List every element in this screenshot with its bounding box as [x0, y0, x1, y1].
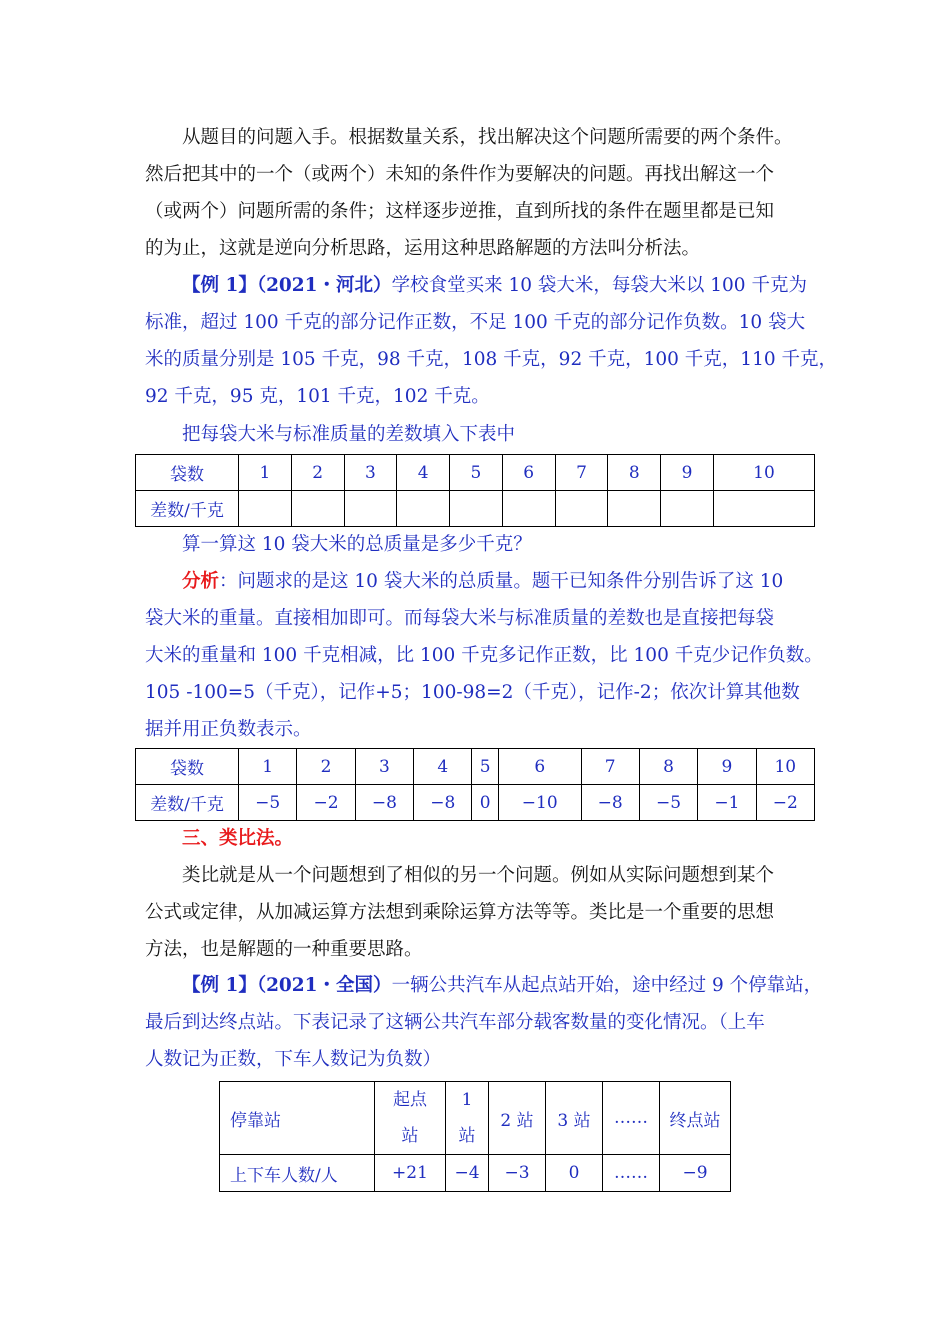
example2-line: 【例 1】（2021・全国）一辆公共汽车从起点站开始，途中经过 9 个停靠站， — [182, 975, 823, 996]
table-cell: −8 — [581, 785, 639, 821]
table-cell: 6 — [498, 749, 581, 785]
table-cell: 1 — [239, 455, 292, 491]
table-cell: −2 — [297, 785, 355, 821]
table-cell: 4 — [414, 749, 472, 785]
analysis-line: 袋大米的重量。直接相加即可。而每袋大米与标准质量的差数也是直接把每袋 — [145, 608, 775, 629]
table-cell: 1 — [239, 749, 297, 785]
table-cell: 1 站 — [446, 1082, 489, 1155]
table-header-cell: 停靠站 — [220, 1082, 375, 1155]
example2-tag: 【例 1】（2021・全国） — [182, 975, 392, 996]
intro-line: （或两个）问题所需的条件；这样逐步逆推，直到所找的条件在题里都是已知 — [145, 201, 775, 222]
table-cell: 2 站 — [489, 1082, 546, 1155]
table-cell: 0 — [546, 1155, 603, 1192]
example1-line: 【例 1】（2021・河北）学校食堂买来 10 袋大米，每袋大米以 100 千克为 — [182, 275, 807, 296]
blank-cell — [713, 491, 814, 527]
table-header-cell: 袋数 — [136, 749, 239, 785]
table-cell: 7 — [555, 455, 608, 491]
blank-cell — [291, 491, 344, 527]
table-cell: 起点 站 — [375, 1082, 446, 1155]
analysis-line: 分析：问题求的是这 10 袋大米的总质量。题干已知条件分别告诉了这 10 — [182, 571, 784, 592]
intro-line: 从题目的问题入手。根据数量关系，找出解决这个问题所需要的两个条件。 — [182, 127, 793, 148]
section3-paragraph — [145, 857, 815, 968]
blank-cell — [397, 491, 450, 527]
table-cell: −5 — [639, 785, 697, 821]
table-cell: 3 — [355, 749, 413, 785]
table-cell: −4 — [446, 1155, 489, 1192]
table-row — [136, 749, 815, 785]
table-cell: 10 — [756, 749, 814, 785]
blank-cell — [502, 491, 555, 527]
intro-line: 的为止，这就是逆向分析思路，运用这种思路解题的方法叫分析法。 — [145, 238, 701, 259]
section3-line: 类比就是从一个问题想到了相似的另一个问题。例如从实际问题想到某个 — [182, 865, 775, 886]
example2-line: 最后到达终点站。下表记录了这辆公共汽车部分载客数量的变化情况。（上车 — [145, 1012, 765, 1033]
analysis-line: 105 -100=5（千克），记作+5；100-98=2（千克），记作-2；依次计算其他数 — [145, 682, 800, 703]
intro-line: 然后把其中的一个（或两个）未知的条件作为要解决的问题。再找出解这一个 — [145, 164, 775, 185]
table-cell: 2 — [297, 749, 355, 785]
table-cell: 0 — [472, 785, 498, 821]
example1-line: 92 千克，95 克，101 千克，102 千克。 — [145, 386, 490, 407]
section3-line: 方法，也是解题的一种重要思路。 — [145, 939, 423, 960]
table-row — [136, 785, 815, 821]
table-cell: 8 — [639, 749, 697, 785]
blank-cell — [344, 491, 397, 527]
analysis-line: 据并用正负数表示。 — [145, 719, 312, 740]
example1-line: 标准，超过 100 千克的部分记作正数，不足 100 千克的部分记作负数。10 袋大 — [145, 312, 806, 333]
table-cell: …… — [603, 1155, 660, 1192]
table-cell: 3 — [344, 455, 397, 491]
table-row — [136, 491, 815, 527]
table-row — [220, 1155, 731, 1192]
table-row-label: 上下车人数/人 — [220, 1155, 375, 1192]
blank-difference-table — [135, 454, 815, 527]
blank-cell — [608, 491, 661, 527]
table-cell: −2 — [756, 785, 814, 821]
table-cell: 9 — [698, 749, 756, 785]
analysis-text — [145, 563, 823, 748]
table-cell: −5 — [239, 785, 297, 821]
table-cell: −10 — [498, 785, 581, 821]
table-cell: 8 — [608, 455, 661, 491]
example1-tag: 【例 1】（2021・河北） — [182, 275, 392, 296]
table-cell: 9 — [661, 455, 714, 491]
table-cell: 7 — [581, 749, 639, 785]
table-cell: 6 — [502, 455, 555, 491]
table-prompt: 把每袋大米与标准质量的差数填入下表中 — [182, 424, 516, 445]
table-header-cell: 袋数 — [136, 455, 239, 491]
example2-line: 人数记为正数，下车人数记为负数） — [145, 1049, 442, 1070]
table-row-label: 差数/千克 — [136, 491, 239, 527]
question-text: 算一算这 10 袋大米的总质量是多少千克？ — [182, 534, 532, 555]
blank-cell — [661, 491, 714, 527]
analysis-tag: 分析 — [182, 571, 220, 592]
table-cell: 2 — [291, 455, 344, 491]
table-cell: 4 — [397, 455, 450, 491]
table-row — [136, 455, 815, 491]
table-cell: 10 — [713, 455, 814, 491]
table-cell: −3 — [489, 1155, 546, 1192]
table-cell: −9 — [660, 1155, 731, 1192]
section-heading: 三、类比法。 — [182, 828, 294, 849]
analysis-line: 大米的重量和 100 千克相减，比 100 千克多记作正数，比 100 千克少记作负数。 — [145, 645, 823, 666]
blank-cell — [555, 491, 608, 527]
table-cell: 3 站 — [546, 1082, 603, 1155]
table-row — [220, 1082, 731, 1155]
blank-cell — [450, 491, 503, 527]
table-cell: −8 — [414, 785, 472, 821]
table-cell: …… — [603, 1082, 660, 1155]
example1-text — [145, 267, 837, 415]
example1-line: 米的质量分别是 105 千克，98 千克，108 千克，92 千克，100 千克，110 千克， — [145, 349, 837, 370]
table-cell: 5 — [472, 749, 498, 785]
table-cell: +21 — [375, 1155, 446, 1192]
table-cell: 终点站 — [660, 1082, 731, 1155]
table-cell: −1 — [698, 785, 756, 821]
example2-text — [145, 967, 823, 1078]
intro-paragraph — [145, 119, 815, 267]
table-cell: 5 — [450, 455, 503, 491]
answer-difference-table — [135, 748, 815, 821]
table-cell: −8 — [355, 785, 413, 821]
table-row-label: 差数/千克 — [136, 785, 239, 821]
section3-line: 公式或定律，从加减运算方法想到乘除运算方法等等。类比是一个重要的思想 — [145, 902, 775, 923]
blank-cell — [239, 491, 292, 527]
bus-passenger-table — [219, 1081, 731, 1192]
